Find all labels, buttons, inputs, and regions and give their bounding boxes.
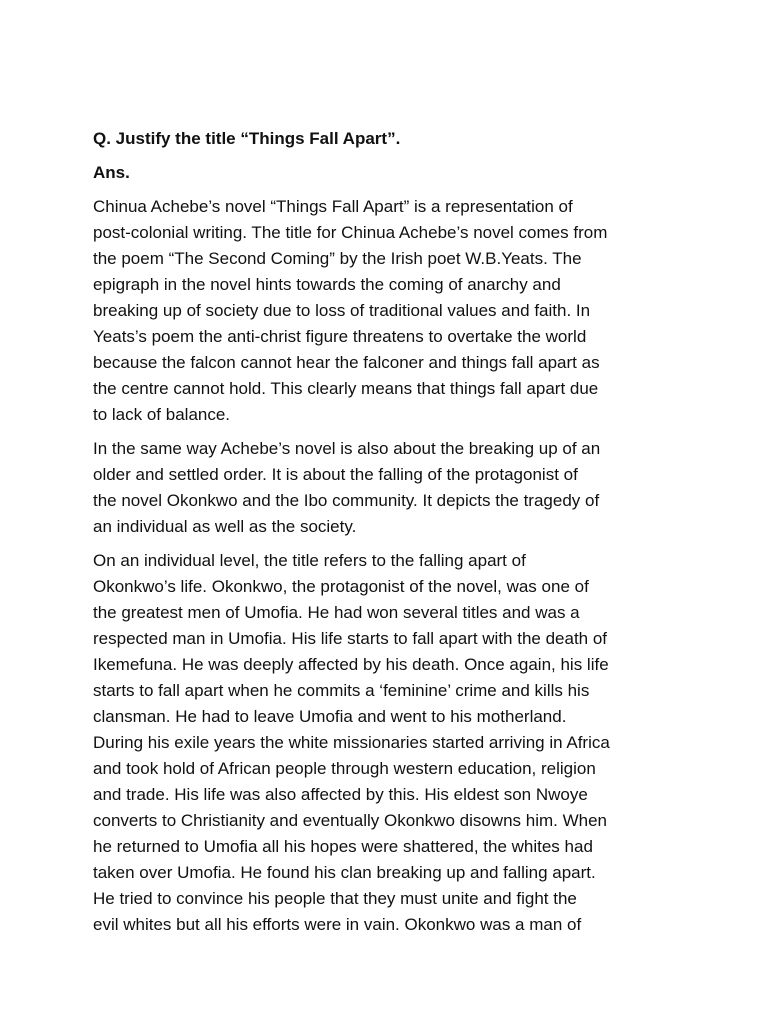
text-line: On an individual level, the title refers to the falling apart of	[93, 551, 526, 570]
text-line: He tried to convince his people that they must unite and fight the	[93, 889, 577, 908]
text-line: breaking up of society due to loss of traditional values and faith. In	[93, 301, 591, 320]
text-line: starts to fall apart when he commits a ‘feminine’ crime and kills his	[93, 681, 590, 700]
text-line: epigraph in the novel hints towards the coming of anarchy and	[93, 275, 561, 294]
text-line: converts to Christianity and eventually Okonkwo disowns him. When	[93, 811, 608, 830]
text-line: the centre cannot hold. This clearly means that things fall apart due	[93, 379, 599, 398]
text-line: an individual as well as the society.	[93, 517, 357, 536]
text-line: Ikemefuna. He was deeply affected by his death. Once again, his life	[93, 655, 609, 674]
text-line: the greatest men of Umofia. He had won several titles and was a	[93, 603, 580, 622]
text-line: and took hold of African people through western education, religion	[93, 759, 596, 778]
paragraph-1	[93, 194, 693, 428]
text-line: respected man in Umofia. His life starts to fall apart with the death of	[93, 629, 608, 648]
text-line: because the falcon cannot hear the falconer and things fall apart as	[93, 353, 600, 372]
text-line: the poem “The Second Coming” by the Irish poet W.B.Yeats. The	[93, 249, 582, 268]
text-line: During his exile years the white missionaries started arriving in Africa	[93, 733, 610, 752]
document-page	[93, 126, 693, 946]
text-line: he returned to Umofia all his hopes were shattered, the whites had	[93, 837, 593, 856]
question-heading: Q. Justify the title “Things Fall Apart”.	[93, 129, 401, 148]
text-line: and trade. His life was also affected by this. His eldest son Nwoye	[93, 785, 588, 804]
text-line: Okonkwo’s life. Okonkwo, the protagonist of the novel, was one of	[93, 577, 589, 596]
text-line: post-colonial writing. The title for Chinua Achebe’s novel comes from	[93, 223, 608, 242]
text-line: to lack of balance.	[93, 405, 231, 424]
text-line: clansman. He had to leave Umofia and went to his motherland.	[93, 707, 567, 726]
text-line: taken over Umofia. He found his clan breaking up and falling apart.	[93, 863, 596, 882]
text-line: evil whites but all his efforts were in vain. Okonkwo was a man of	[93, 915, 582, 934]
text-line: Chinua Achebe’s novel “Things Fall Apart” is a representation of	[93, 197, 573, 216]
paragraph-3	[93, 548, 693, 938]
text-line: older and settled order. It is about the falling of the protagonist of	[93, 465, 578, 484]
answer-label: Ans.	[93, 163, 130, 182]
paragraph-2	[93, 436, 693, 540]
text-line: In the same way Achebe’s novel is also about the breaking up of an	[93, 439, 601, 458]
text-line: Yeats’s poem the anti-christ figure threatens to overtake the world	[93, 327, 587, 346]
text-line: the novel Okonkwo and the Ibo community. It depicts the tragedy of	[93, 491, 600, 510]
